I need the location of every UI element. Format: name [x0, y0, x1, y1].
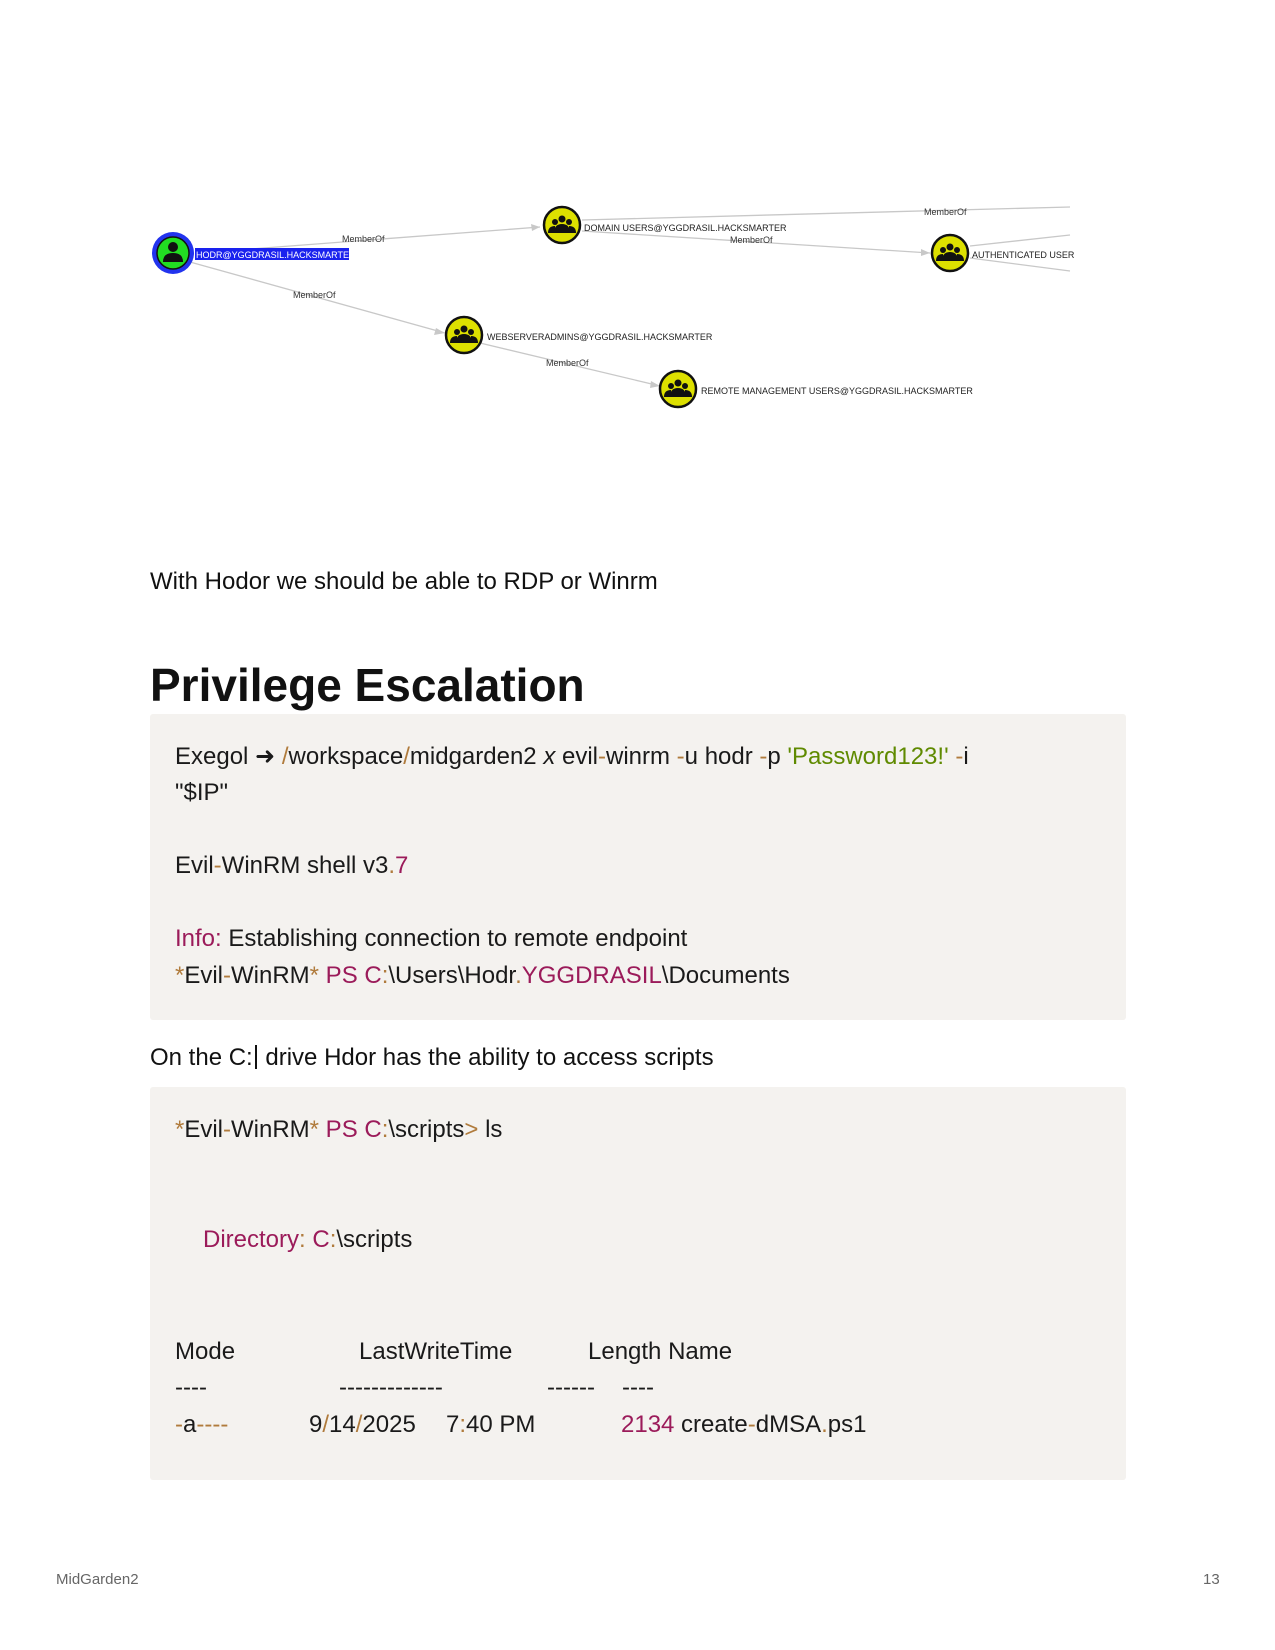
bloodhound-graph [150, 200, 1150, 430]
node-label-hodr: HODR@YGGDRASIL.HACKSMARTER [196, 250, 356, 260]
code-line-ip: "$IP" [175, 779, 229, 806]
row-mode: -a---- [175, 1411, 229, 1438]
node-remote-management-users[interactable] [660, 371, 973, 407]
column-header-mode: Mode [175, 1338, 236, 1365]
dashes-length: ------ [547, 1374, 595, 1401]
section-heading: Privilege Escalation [150, 659, 585, 711]
edge-label: MemberOf [924, 207, 967, 217]
edge-authenticated-offscreen-1 [970, 235, 1070, 246]
row-time: 7:40 PM [446, 1411, 536, 1438]
code-line-command: Exegol ➜ /workspace/midgarden2 x evil-winrm -u hodr -p 'Password123!' -i [175, 743, 969, 770]
node-label-webserveradmins: WEBSERVERADMINS@YGGDRASIL.HACKSMARTER [487, 332, 713, 342]
node-authenticated-users[interactable] [932, 235, 1075, 271]
column-header-length-name: Length Name [588, 1338, 733, 1365]
node-hodr[interactable] [152, 232, 356, 274]
text-cursor [255, 1045, 257, 1069]
code-line-info: Info: Establishing connection to remote endpoint [175, 925, 688, 952]
drive-paragraph: On the C: drive Hdor has the ability to access scripts [150, 1044, 714, 1071]
dashes-mode: ---- [175, 1374, 207, 1401]
code-line-shell-version: Evil-WinRM shell v3.7 [175, 852, 409, 879]
code-line-directory: Directory: C:\scripts [203, 1226, 413, 1253]
edge-domain-users-offscreen [582, 207, 1070, 220]
intro-paragraph: With Hodor we should be able to RDP or Winrm [150, 568, 658, 595]
column-header-lastwritetime: LastWriteTime [359, 1338, 513, 1365]
node-webserveradmins[interactable] [446, 317, 713, 353]
row-date: 9/14/2025 [309, 1411, 416, 1438]
edge-label: MemberOf [730, 235, 773, 245]
code-line-prompt: *Evil-WinRM* PS C:\Users\Hodr.YGGDRASIL\Documents [175, 962, 790, 989]
dashes-lastwritetime: ------------- [339, 1374, 443, 1401]
code-block-evil-winrm [150, 714, 1126, 1020]
edge-label: MemberOf [293, 290, 336, 300]
edge-label: MemberOf [546, 358, 589, 368]
code-block-scripts-listing [150, 1087, 1126, 1480]
footer-document-title: MidGarden2 [56, 1571, 139, 1588]
node-label-remote-management-users: REMOTE MANAGEMENT USERS@YGGDRASIL.HACKSMARTER [701, 386, 973, 396]
code-line-ls-prompt: *Evil-WinRM* PS C:\scripts> ls [175, 1116, 503, 1143]
row-length-name: 2134 create-dMSA.ps1 [621, 1411, 867, 1438]
node-label-domain-users: DOMAIN USERS@YGGDRASIL.HACKSMARTER [584, 223, 787, 233]
dashes-name: ---- [622, 1374, 654, 1401]
footer-page-number: 13 [1203, 1571, 1220, 1588]
node-label-authenticated-users: AUTHENTICATED USER [972, 250, 1075, 260]
edge-label: MemberOf [342, 234, 385, 244]
